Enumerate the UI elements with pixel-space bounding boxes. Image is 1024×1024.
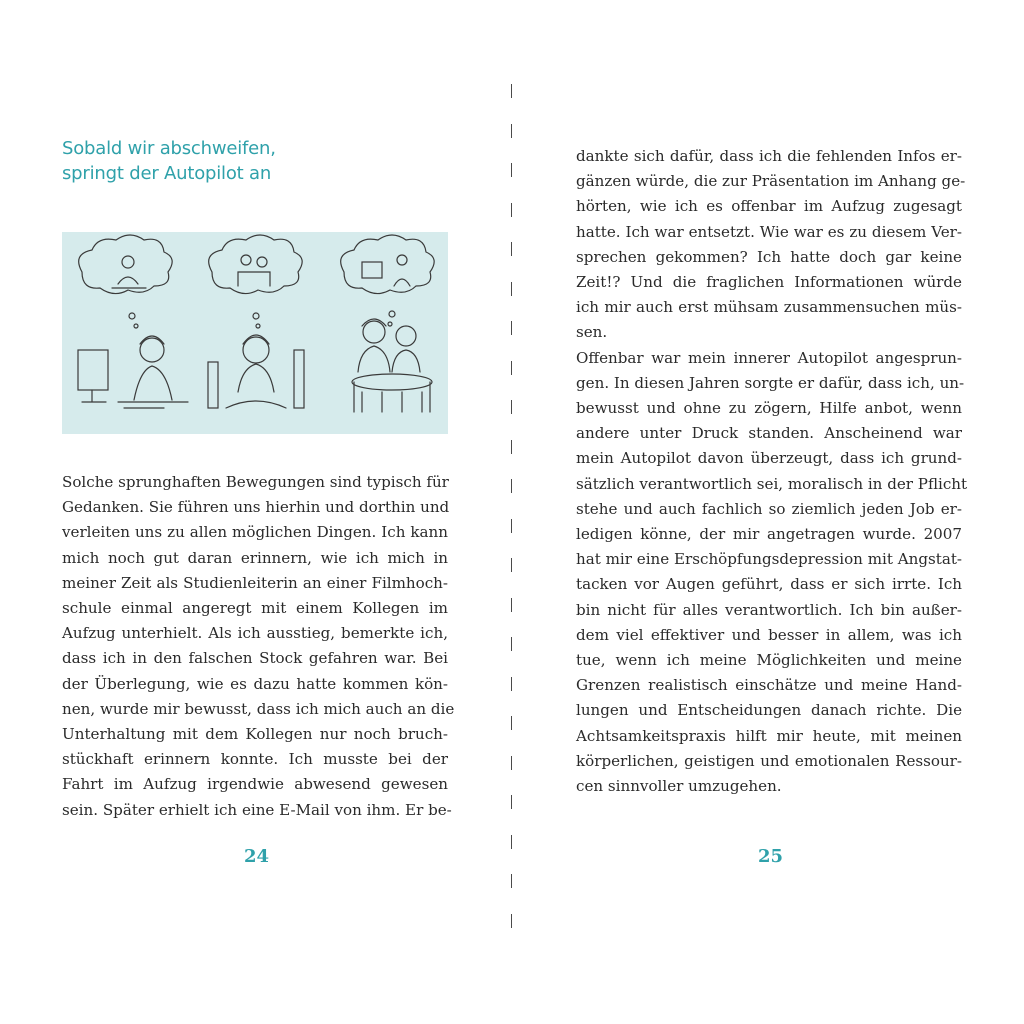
thought-cloud-1 <box>79 235 172 294</box>
gutter-dash <box>511 242 512 256</box>
text-line: gänzen würde, die zur Präsentation im Anhang ge- <box>576 172 966 191</box>
text-line: bin nicht für alles verantwortlich. Ich bin außer- <box>576 600 962 619</box>
gutter-dash <box>511 282 512 296</box>
left-page <box>0 0 510 1024</box>
heading-line-2: springt der Autopilot an <box>62 163 272 184</box>
text-line: sen. <box>576 323 608 342</box>
text-line: stehe und auch fachlich so ziemlich jeden Job er- <box>576 499 962 518</box>
gutter-dash <box>511 124 512 138</box>
section-heading <box>62 136 276 186</box>
text-line: tue, wenn ich meine Möglichkeiten und meine <box>576 651 962 670</box>
text-line: andere unter Druck standen. Anscheinend war <box>576 424 962 443</box>
left-page-body <box>62 470 455 823</box>
right-page <box>514 0 1024 1024</box>
text-line: mich noch gut daran erinnern, wie ich mich in <box>62 548 448 567</box>
text-line: dass ich in den falschen Stock gefahren war. Bei <box>62 649 448 668</box>
gutter-dash <box>511 716 512 730</box>
gutter-dash <box>511 440 512 454</box>
text-line: sätzlich verantwortlich sei, moralisch in der Pflicht <box>576 474 968 493</box>
text-line: Achtsamkeitspraxis hilft mir heute, mit meinen <box>576 726 962 745</box>
text-line: hatte. Ich war entsetzt. Wie war es zu diesem Ver- <box>576 222 962 241</box>
text-line: dem viel effektiver und besser in allem, was ich <box>576 625 962 644</box>
text-line: meiner Zeit als Studienleiterin an einer Filmhoch- <box>62 573 448 592</box>
text-line: schule einmal angeregt mit einem Kollegen im <box>62 599 448 618</box>
right-page-body <box>576 144 968 799</box>
illustration-autopilot <box>62 232 448 434</box>
gutter-dash <box>511 598 512 612</box>
text-line: ledigen könne, der mir angetragen wurde. 2007 <box>576 525 962 544</box>
text-line: lungen und Entscheidungen danach richte. Die <box>576 701 962 720</box>
text-line: stückhaft erinnern konnte. Ich musste bei der <box>62 750 448 769</box>
gutter-dash <box>511 361 512 375</box>
gutter-dash <box>511 874 512 888</box>
text-line: cen sinnvoller umzugehen. <box>576 777 782 796</box>
gutter-dash <box>511 637 512 651</box>
text-line: Solche sprunghaften Bewegungen sind typisch für <box>62 473 449 491</box>
person-at-computer <box>78 336 188 408</box>
text-line: der Überlegung, wie es dazu hatte kommen kön- <box>62 674 448 693</box>
gutter-dash <box>511 519 512 533</box>
text-line: sein. Später erhielt ich eine E-Mail von ihm. Er be- <box>62 800 452 819</box>
couple-at-table <box>352 319 432 412</box>
gutter-dash <box>511 400 512 414</box>
page-gutter <box>511 84 513 944</box>
paragraph-1 <box>576 144 966 346</box>
gutter-dash <box>511 163 512 177</box>
text-line: hörten, wie ich es offenbar im Aufzug zugesagt <box>576 197 962 216</box>
gutter-dash <box>511 677 512 691</box>
text-line: dankte sich dafür, dass ich die fehlenden Infos er- <box>576 147 962 165</box>
text-line: Fahrt im Aufzug irgendwie abwesend gewesen <box>62 775 448 794</box>
gutter-dash <box>511 84 512 98</box>
gutter-dash <box>511 835 512 849</box>
text-line: Gedanken. Sie führen uns hierhin und dorthin und <box>62 498 450 517</box>
text-line: nen, wurde mir bewusst, dass ich mich auch an die <box>62 699 455 718</box>
gutter-dash <box>511 756 512 770</box>
text-line: mein Autopilot davon überzeugt, dass ich grund- <box>576 449 962 468</box>
text-line: Aufzug unterhielt. Als ich ausstieg, bemerkte ich, <box>62 624 448 643</box>
paragraph-2 <box>576 346 968 800</box>
person-meditating <box>208 335 304 408</box>
text-line: verleiten uns zu allen möglichen Dingen. Ich kann <box>62 523 448 542</box>
text-line: gen. In diesen Jahren sorgte er dafür, dass ich, un- <box>576 373 965 392</box>
thought-cloud-2 <box>209 235 303 294</box>
heading-line-1: Sobald wir abschweifen, <box>62 138 276 159</box>
text-line: hat mir eine Erschöpfungsdepression mit Angstat- <box>576 550 962 569</box>
gutter-dash <box>511 321 512 335</box>
illustration-drawing <box>62 232 448 434</box>
gutter-dash <box>511 479 512 493</box>
thought-cloud-3 <box>341 235 435 294</box>
text-line: körperlichen, geistigen und emotionalen Ressour- <box>576 751 962 770</box>
text-line: Offenbar war mein innerer Autopilot angesprun- <box>576 348 962 367</box>
text-line: Unterhaltung mit dem Kollegen nur noch bruch- <box>62 725 448 744</box>
text-line: sprechen gekommen? Ich hatte doch gar keine <box>576 247 962 266</box>
text-line: Zeit!? Und die fraglichen Informationen würde <box>576 273 962 292</box>
text-line: bewusst und ohne zu zögern, Hilfe anbot, wenn <box>576 399 962 418</box>
gutter-dash <box>511 914 512 928</box>
gutter-dash <box>511 558 512 572</box>
page-number-left: 24 <box>244 846 270 867</box>
text-line: ich mir auch erst mühsam zusammensuchen müs- <box>576 298 962 317</box>
gutter-dash <box>511 795 512 809</box>
gutter-dash <box>511 203 512 217</box>
page-number-right: 25 <box>758 846 784 867</box>
text-line: Grenzen realistisch einschätze und meine Hand- <box>576 676 962 695</box>
text-line: tacken vor Augen geführt, dass er sich irrte. Ich <box>576 575 962 594</box>
